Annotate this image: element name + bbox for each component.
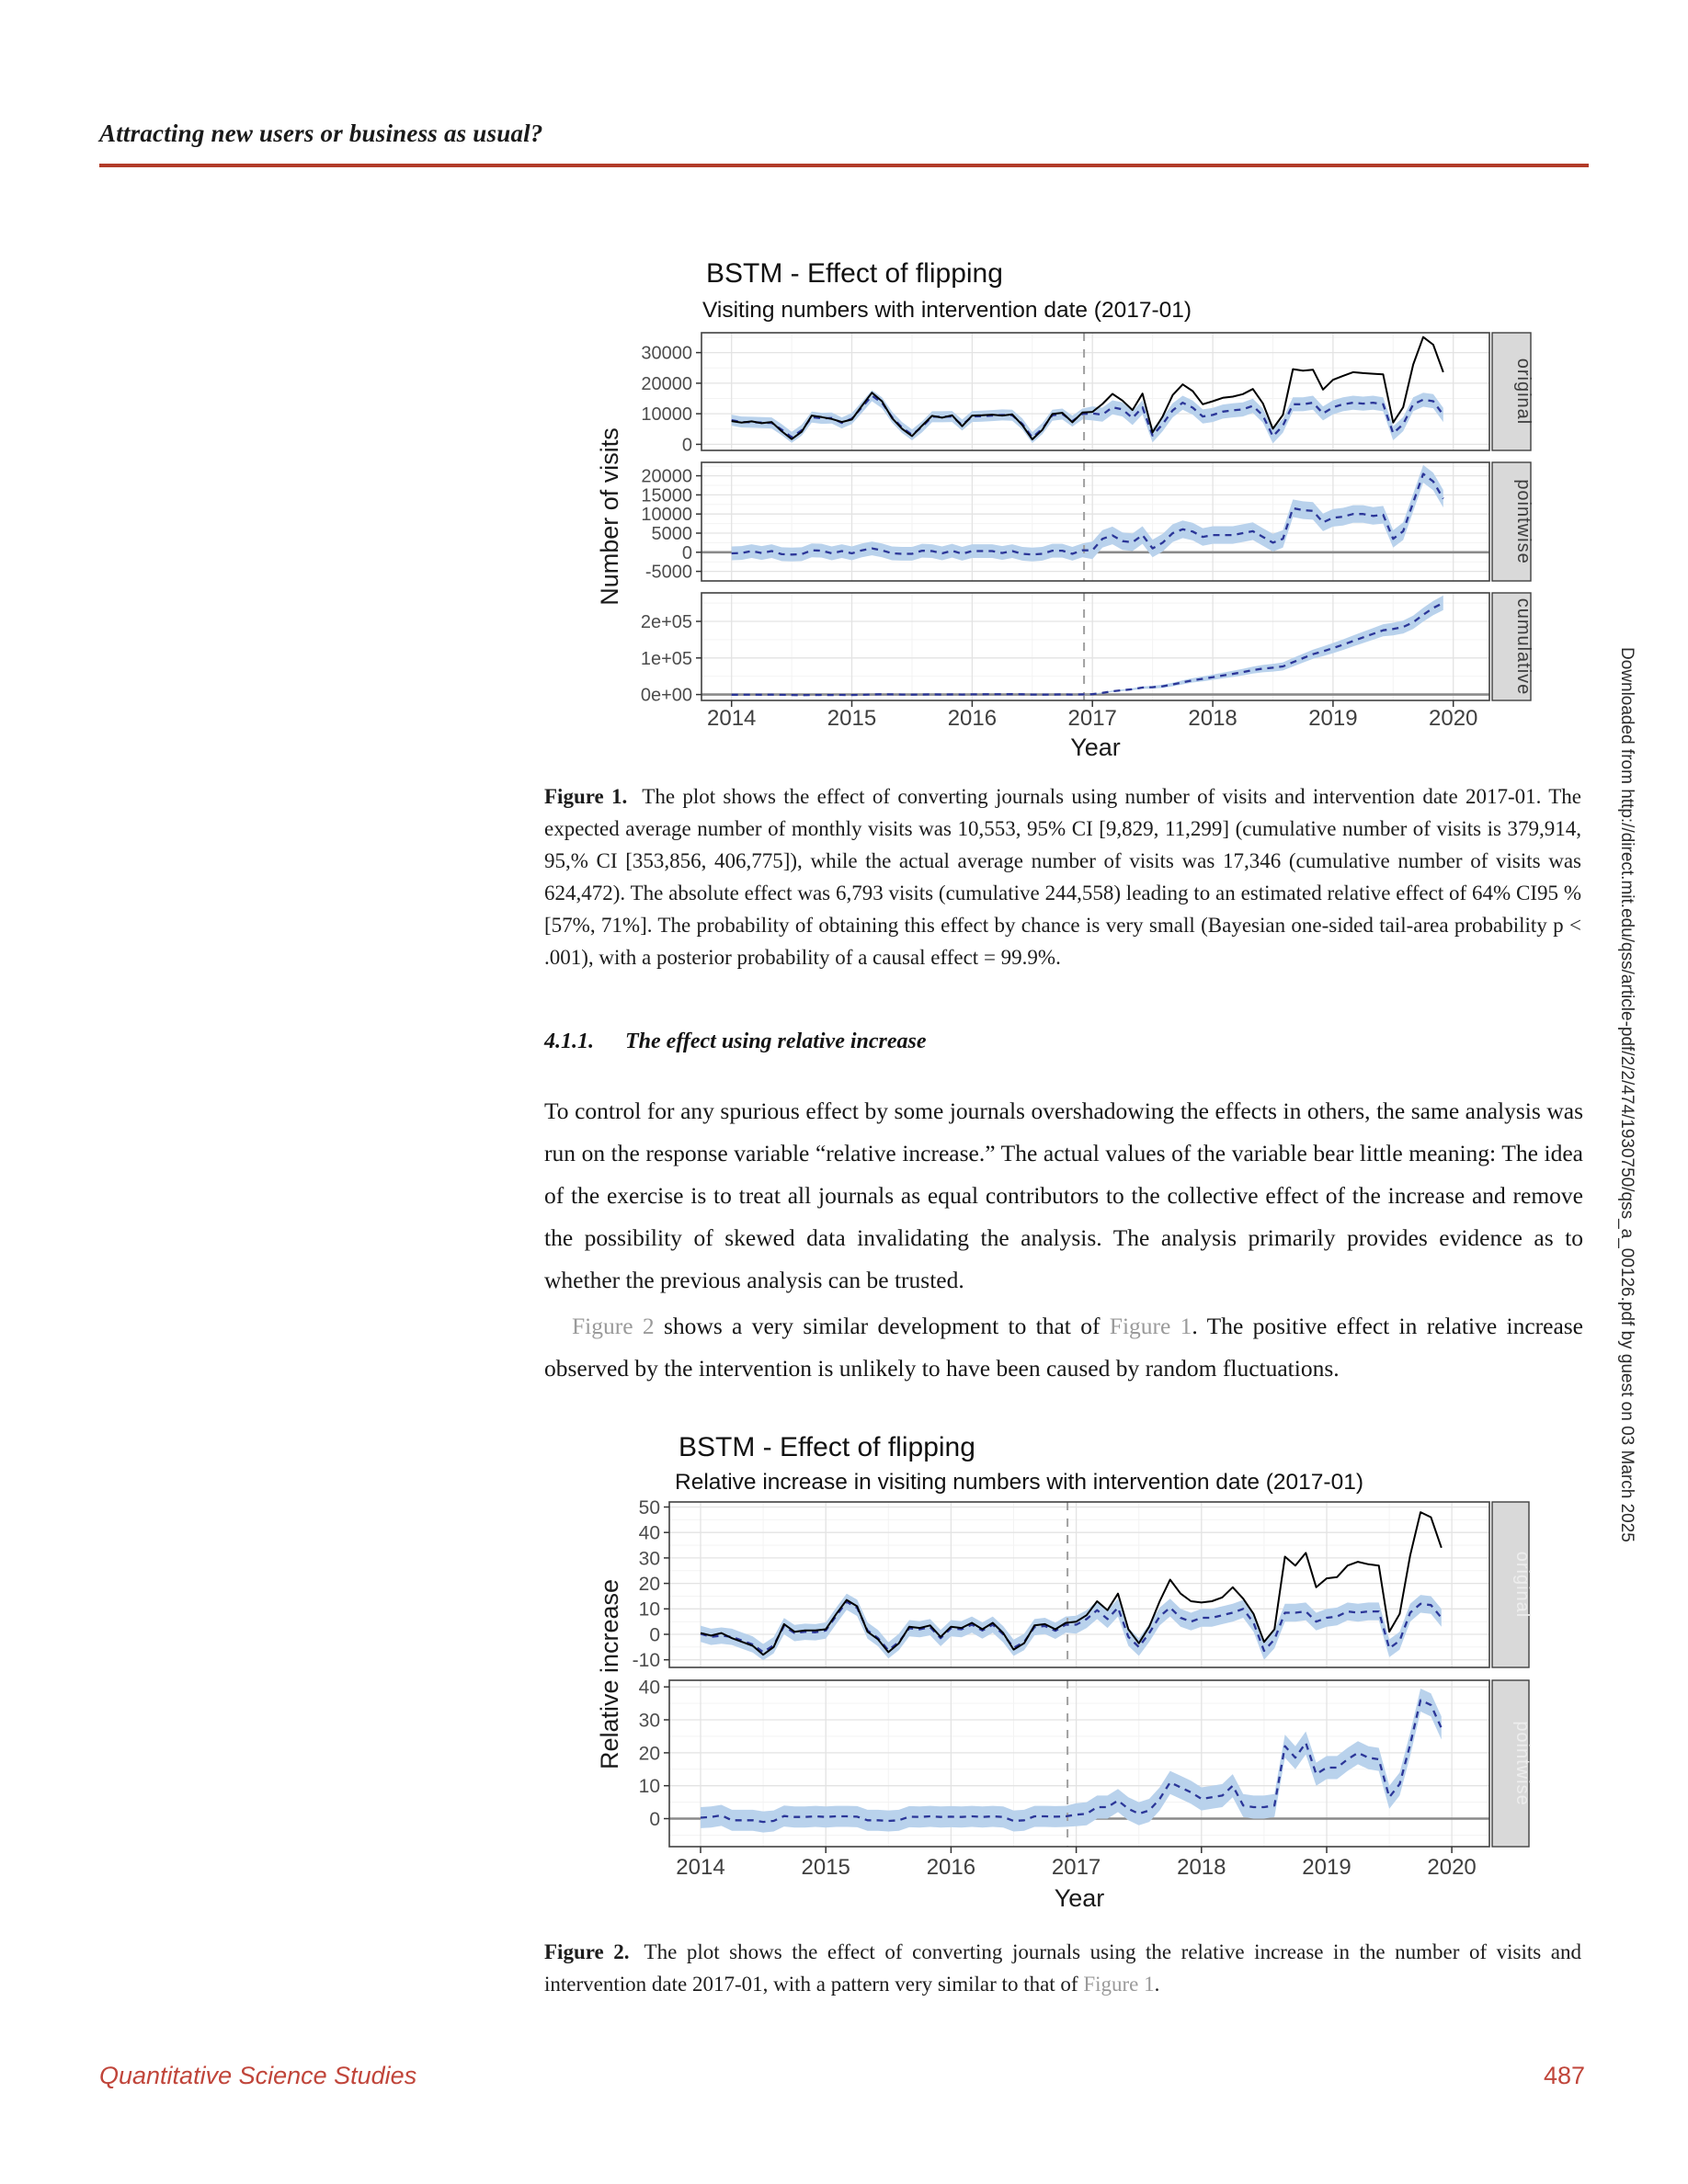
svg-text:10: 10 [638, 1776, 660, 1798]
figure1-link[interactable]: Figure 1 [1109, 1313, 1192, 1339]
figure1-link-caption[interactable]: Figure 1 [1083, 1973, 1155, 1996]
figure1-caption-label: Figure 1. [544, 785, 628, 808]
svg-text:50: 50 [638, 1496, 660, 1519]
svg-text:2017: 2017 [1067, 706, 1117, 731]
x-axis [676, 1847, 1476, 1912]
svg-text:10: 10 [638, 1598, 660, 1621]
paragraph-2-text-b: . The positive effect in relative increase observed by the intervention is unlikely to have been caused by random fluctuations. [544, 1313, 1584, 1382]
running-head: Attracting new users or business as usual? [99, 119, 543, 147]
figure2-caption-text: The plot shows the effect of converting journals using the relative increase in the number of visits and intervention date 2017-01, with a pattern very similar to that of [544, 1940, 1581, 1996]
header-rule [99, 164, 1589, 167]
svg-text:-5000: -5000 [644, 562, 692, 583]
svg-text:2018: 2018 [1188, 706, 1237, 731]
svg-text:0: 0 [649, 1808, 660, 1830]
section-number: 4.1.1. [544, 1029, 594, 1053]
figure-2 [531, 1417, 1566, 1937]
x-axis-title: Year [1070, 734, 1121, 761]
svg-text:2019: 2019 [1308, 706, 1358, 731]
svg-text:40: 40 [638, 1677, 660, 1699]
svg-text:20: 20 [638, 1573, 660, 1595]
facet-strip-label: original [1513, 358, 1534, 426]
download-watermark: Downloaded from http://direct.mit.edu/qss/article-pdf/2/2/474/1930750/qss_a_00126.pdf by guest on 03 March 2025 [1617, 647, 1637, 1542]
svg-text:20000: 20000 [641, 373, 692, 394]
svg-text:2020: 2020 [1429, 706, 1478, 731]
y-axis-title: Number of visits [596, 427, 623, 606]
svg-text:0e+00: 0e+00 [640, 685, 692, 706]
facet-strip-label: pointwise [1512, 1721, 1533, 1806]
facet-strip-label: pointwise [1513, 479, 1534, 564]
svg-text:30: 30 [638, 1710, 660, 1732]
facet-strip-label: original [1512, 1551, 1533, 1619]
figure1-caption-text: The plot shows the effect of converting journals using number of visits and intervention date 2017-01. The expected average number of monthly visits was 10,553, 95% CI [9,829, 11,299] (cumulative number of visits is 379,914, 95,% CI [353,856, 406,775]), while the actual average number of visits was 17,346 (cumulative number of visits was 624,472). The absolute effect was 6,793 visits (cumulative 244,558) leading to an estimated relative effect of 64% CI95 % [57%, 71%]. The probability of obtaining this effect by chance is very small (Bayesian one-sided tail-area probability p < .001), with a posterior probability of a causal effect = 99.9%. [544, 785, 1582, 969]
chart-subtitle: Relative increase in visiting numbers with intervention date (2017-01) [675, 1470, 1363, 1495]
figure2-link[interactable]: Figure 2 [572, 1313, 655, 1339]
panel-cumulative [641, 593, 1534, 706]
svg-text:20000: 20000 [641, 466, 692, 487]
svg-text:10000: 10000 [641, 404, 692, 426]
figure-1 [531, 244, 1566, 786]
svg-text:-10: -10 [632, 1650, 660, 1672]
svg-text:2018: 2018 [1177, 1855, 1226, 1880]
figure1-caption [544, 780, 1581, 973]
svg-text:2020: 2020 [1427, 1855, 1477, 1880]
svg-text:2017: 2017 [1051, 1855, 1101, 1880]
svg-text:2014: 2014 [707, 706, 757, 731]
figure2-caption [544, 1936, 1581, 2000]
panel-pointwise [641, 462, 1534, 583]
svg-text:40: 40 [638, 1522, 660, 1544]
svg-text:20: 20 [638, 1743, 660, 1765]
journal-name: Quantitative Science Studies [99, 2062, 417, 2089]
svg-text:2015: 2015 [801, 1855, 850, 1880]
svg-text:2014: 2014 [676, 1855, 725, 1880]
x-axis-title: Year [1054, 1884, 1105, 1912]
svg-text:2016: 2016 [947, 706, 998, 731]
x-axis [707, 700, 1477, 761]
svg-text:10000: 10000 [641, 505, 692, 526]
page-number: 487 [1543, 2062, 1585, 2089]
svg-text:5000: 5000 [651, 524, 692, 544]
panel-original [641, 333, 1534, 455]
svg-text:1e+05: 1e+05 [640, 648, 692, 669]
svg-text:0: 0 [681, 542, 692, 563]
figure2-caption-label: Figure 2. [544, 1940, 630, 1963]
y-axis-title: Relative increase [596, 1578, 623, 1770]
paragraph-2 [544, 1305, 1583, 1390]
svg-text:2019: 2019 [1302, 1855, 1352, 1880]
paragraph-1: To control for any spurious effect by some journals overshadowing the effects in others, the same analysis was run on the response variable “relative increase.” The actual values of the variable bear little meaning: The idea of the exercise is to treat all journals as equal contributors to the collective effect of the increase and remove the possibility of skewed data invalidating the analysis. The analysis primarily provides evidence as to whether the previous analysis can be trusted. [544, 1098, 1583, 1293]
figure2-caption-tail: . [1154, 1973, 1160, 1996]
chart-title: BSTM - Effect of flipping [706, 258, 1003, 289]
svg-text:2e+05: 2e+05 [640, 612, 692, 632]
panel-original [633, 1497, 1533, 1671]
facet-strip-label: cumulative [1513, 597, 1534, 696]
paragraph-2-text-a: shows a very similar development to that of [654, 1313, 1110, 1339]
panel-pointwise [639, 1678, 1533, 1847]
figure1-chart [531, 244, 1566, 781]
svg-text:2016: 2016 [926, 1855, 976, 1880]
section-title: The effect using relative increase [625, 1029, 927, 1053]
svg-text:30: 30 [638, 1548, 660, 1570]
svg-text:30000: 30000 [641, 343, 692, 364]
chart-title: BSTM - Effect of flipping [679, 1432, 975, 1462]
svg-text:2015: 2015 [827, 706, 877, 731]
svg-text:15000: 15000 [641, 485, 692, 506]
section-heading [544, 1029, 927, 1054]
svg-text:0: 0 [681, 435, 692, 456]
figure2-chart [531, 1417, 1566, 1932]
chart-subtitle: Visiting numbers with intervention date (2017-01) [702, 298, 1192, 323]
svg-text:0: 0 [649, 1624, 660, 1646]
